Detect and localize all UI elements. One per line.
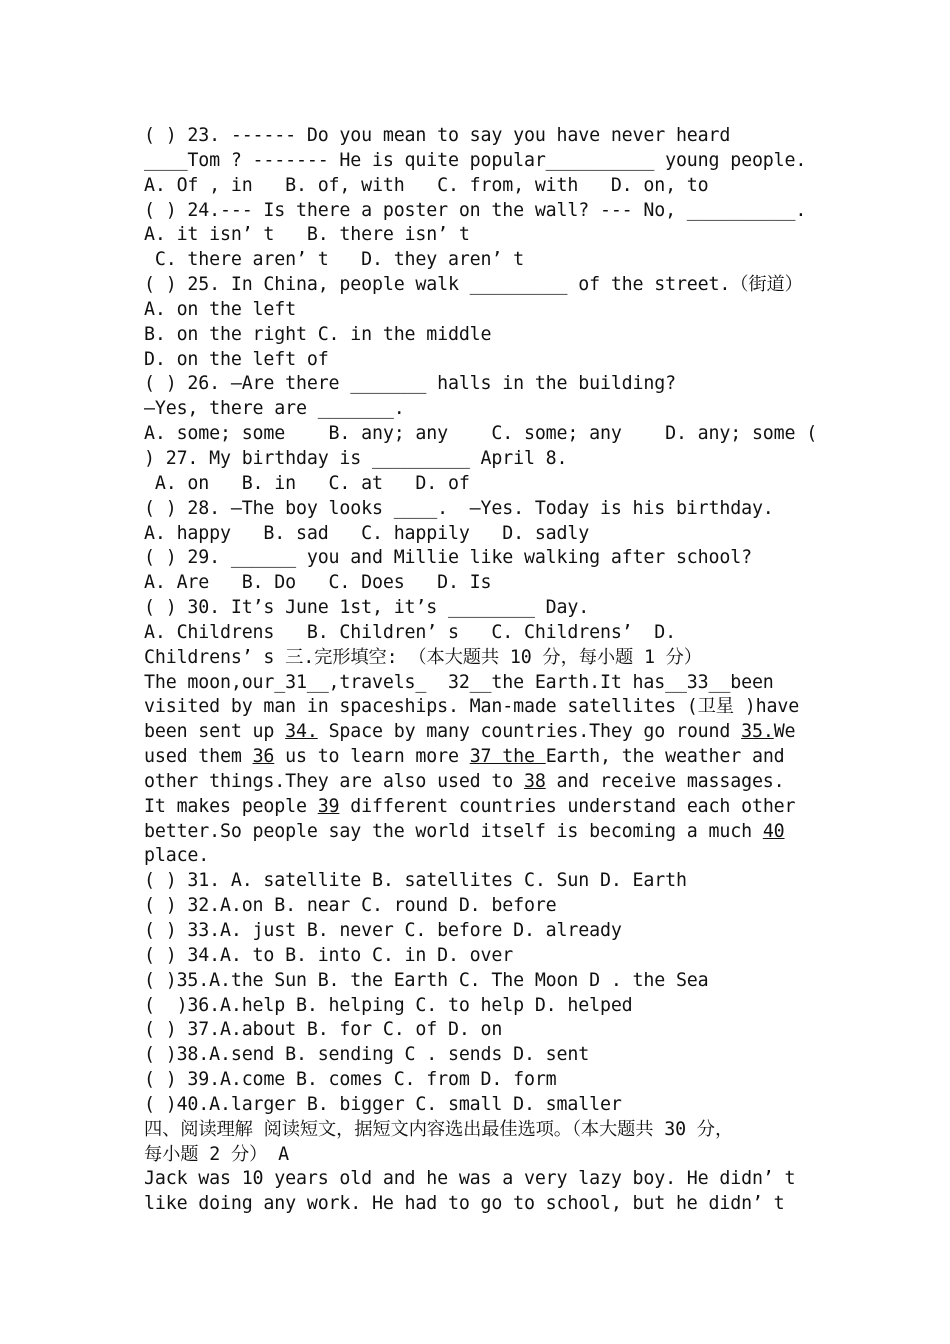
text-line [144,298,824,323]
text-line [144,323,824,348]
line-text: A. some; some B. any; any C. some; any D. any; some ( [144,423,818,445]
text-line [144,969,824,994]
line-text: used them [144,746,253,768]
line-text: ( )38.A.send B. sending C . sends D. sent [144,1044,590,1066]
text-line [144,497,824,522]
text-line [144,149,824,174]
blank-number: 38 [523,770,546,792]
line-text: ____Tom ? ------- He is quite popular__________ young people. [144,149,807,171]
text-line [144,844,824,869]
text-line [144,1018,824,1043]
text-line [144,621,824,646]
line-text: A. Are B. Do C. Does D. Is [144,572,492,594]
line-text: ( ) 28. —The boy looks ____. —Yes. Today is his birthday. [144,497,774,519]
text-line [144,944,824,969]
line-text: C. there aren’ t D. they aren’ t [144,249,524,271]
line-text: ( )40.A.larger B. bigger C. small D. smaller [144,1093,622,1115]
line-text: B. on the right C. in the middle [144,323,492,345]
line-text: D. on the left of [144,348,329,370]
line-text: ( ) 37.A.about B. for C. of D. on [144,1019,503,1041]
line-text: A. happy B. sad C. happily D. sadly [144,522,590,544]
line-text: We [773,721,796,743]
line-text: Earth, the weather and [545,746,785,768]
text-line [144,124,824,149]
line-text: 四、阅读理解 阅读短文，据短文内容选出最佳选项。（本大题共 30 分， [144,1118,734,1140]
text-line [144,770,824,795]
text-line [144,820,824,845]
line-text: ( ) 32.A.on B. near C. round D. before [144,895,557,917]
line-text: Space by many countries.They go round [317,721,742,743]
line-text: ( ) 33.A. just B. never C. before D. already [144,920,622,941]
text-line [144,223,824,248]
line-text: A. on B. in C. at D. of [144,472,470,494]
text-line [144,1093,824,1118]
text-line [144,994,824,1019]
line-text: ( )35.A.the Sun B. the Earth C. The Moon D . the Sea [144,969,709,991]
line-text: A. on the left [144,298,296,320]
text-line [144,199,824,224]
text-line [144,745,824,770]
line-text: A. Of , in B. of, with C. from, with D. on, to [144,174,709,196]
line-text: 每小题 2 分） A [144,1143,289,1165]
document-text [144,124,824,1217]
text-line [144,646,824,671]
text-line [144,1192,824,1217]
text-line [144,397,824,422]
document-page [144,124,824,1217]
blank-number: 39 [317,795,340,817]
line-text: ( ) 34.A. to B. into C. in D. over [144,944,514,966]
line-text: been sent up [144,721,286,743]
line-text: ( ) 25. In China, people walk _________ of the street.（街道） [144,274,803,296]
line-text: It makes people [144,795,318,817]
line-text: like doing any work. He had to go to school, but he didn’ t [144,1193,785,1215]
text-line [144,422,824,447]
line-text: visited by man in spaceships. Man-made satellites (卫星 )have [144,696,800,718]
blank-number: 37 the [469,746,546,768]
line-text: ( )36.A.help B. helping C. to help D. helped [144,994,633,1016]
text-line [144,571,824,596]
text-line [144,671,824,696]
text-line [144,919,824,944]
blank-number: 36 [252,746,275,768]
text-line [144,472,824,497]
line-text: ( ) 30. It’s June 1st, it’s ________ Day. [144,597,590,619]
line-text: Jack was 10 years old and he was a very lazy boy. He didn’ t [144,1168,796,1190]
text-line [144,348,824,373]
text-line [144,1043,824,1068]
text-line [144,372,824,397]
text-line [144,795,824,820]
line-text: other things.They are also used to [144,770,524,792]
line-text: Childrens’ s 三.完形填空: （本大题共 10 分，每小题 1 分） [144,646,702,668]
line-text: ( ) 31. A. satellite B. satellites C. Sun D. Earth [144,870,687,892]
text-line [144,1118,824,1143]
blank-number: 34. [285,721,318,743]
line-text: place. [144,845,210,867]
text-line [144,447,824,472]
text-line [144,546,824,571]
text-line [144,894,824,919]
line-text: ( ) 23. ------ Do you mean to say you have never heard [144,125,731,146]
line-text: and receive massages. [545,770,785,792]
line-text: A. Childrens B. Children’ s C. Childrens’ D. [144,621,676,643]
text-line [144,1167,824,1192]
text-line [144,273,824,298]
text-line [144,720,824,745]
blank-number: 40 [762,820,785,842]
text-line [144,174,824,199]
line-text: —Yes, there are _______. [144,398,405,420]
text-line [144,1143,824,1168]
text-line [144,596,824,621]
text-line [144,1068,824,1093]
text-line [144,869,824,894]
line-text: ( ) 24.--- Is there a poster on the wall? --- No, __________. [144,199,807,221]
text-line [144,522,824,547]
line-text: different countries understand each other [339,795,796,817]
blank-number: 35. [741,721,774,743]
line-text: ( ) 39.A.come B. comes C. from D. form [144,1069,557,1091]
text-line [144,248,824,273]
line-text: The moon,our_31__,travels_ 32__the Earth.It has__33__been [144,671,774,693]
line-text: A. it isn’ t B. there isn’ t [144,224,470,246]
line-text: ) 27. My birthday is _________ April 8. [144,447,568,469]
text-line [144,695,824,720]
line-text: us to learn more [274,746,470,768]
line-text: better.So people say the world itself is becoming a much [144,820,763,842]
line-text: ( ) 26. —Are there _______ halls in the building? [144,373,676,395]
line-text: ( ) 29. ______ you and Millie like walking after school? [144,547,752,569]
